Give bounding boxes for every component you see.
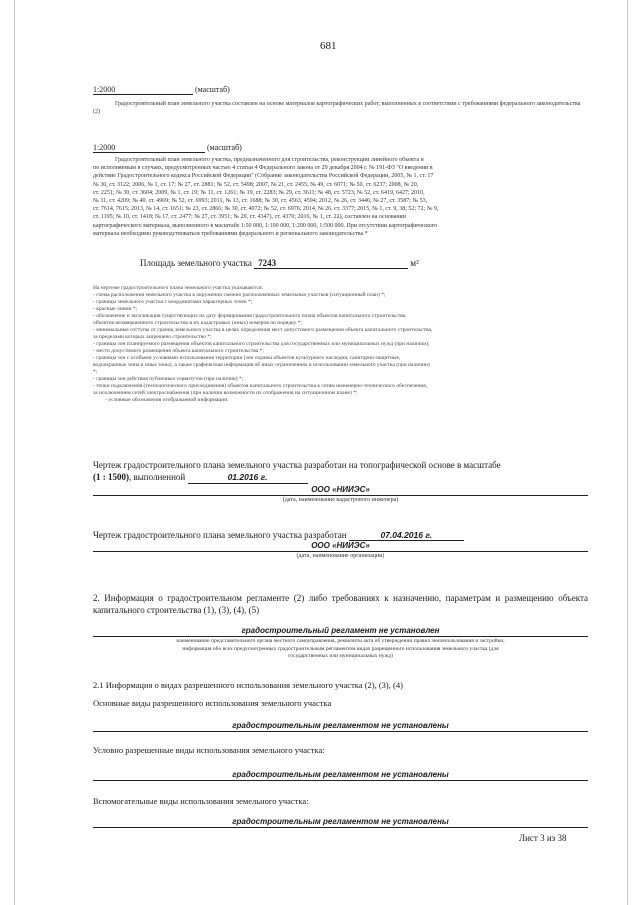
scan-left-border [14,0,15,905]
scale1-label: (масштаб) [195,85,230,94]
scale2-line: картографического материала, выполненного в масштабе 1:50 000, 1:100 000, 1:200 000, 1:500 000. При отсутствии картографического [93,222,438,229]
section2-caption-line: наименование представительного органа местного самоуправления, реквизиты акта об утверждении правил землепользования и застройки, [176,638,505,644]
legend-item: - обозначение и экспликация существующих на дату формирования градостроительного плана объектов капитального строительства, [93,313,407,319]
drawing-org-caption: (дата, наименование кадастрового инженера) [282,497,399,503]
developed-row [93,530,464,541]
developed-date: 07.04.2016 г. [349,530,464,541]
area-unit: м² [410,258,419,268]
legend-list [93,285,593,404]
legend-item: за пределами которых запрещено строительство *; [93,334,212,340]
legend-item: - границы зон планируемого размещения объектов капитального строительства для государственных или муниципальных нужд (при наличии); [93,341,430,347]
legend-item: - минимальные отступы от границ земельного участка в целях определения мест допустимого размещения объекта капитального строительства, [93,327,433,333]
drawing-block [93,459,588,484]
scale2-line: ст. 1195; № 10, ст. 1418; № 17, ст. 2477; № 27, ст. 3951; № 29, ст. 4347), ст. 4370; 2016, № 1, ст. 22), составлен на основании [93,214,406,221]
scale1-text: Градостроительный план земельного участка составлен на основе материалов картографических работ, выполненных в соответствии с требованиями федерального законодательства (2) [93,101,581,116]
scan-right-border [627,0,628,905]
drawing-line2 [93,471,588,484]
legend-item: объектов незавершенного строительства и их кадастровых (иных) номеров по порядку *; [93,320,303,326]
drawing-line1: Чертеж градостроительного плана земельного участка разработан на топографической основе в масштабе [93,460,501,470]
scale2-line: ст. 2251; № 30, ст. 3604; 2009, № 1, ст. 19; № 11, ст. 1261; № 19, ст. 2283; № 29, ст. 3611; № 48, ст. 5723; № 52, ст. 6419, 6427; 2010, [93,189,425,196]
area-row [140,258,419,269]
scale2-line: по исполняемым в случаях, предусмотренных частью 4 статьи 4 Федерального закона от 29 декабря 2004 г. № 191-ФЗ "О введении в [93,165,433,172]
drawing-org: ООО «НИИЭС» [311,485,370,494]
section2-status: градостроительный регламент не установлен [241,626,440,635]
legend-item: - границы зон с особыми условиями использования территории (зон охраны объектов культурного наследия, санитарно-защитные, [93,355,401,361]
scale2-line: № 30, ст. 3122; 2006, № 1, ст. 17; № 27, ст. 2881; № 52, ст. 5498; 2007, № 21, ст. 2455; № 49, ст. 6071; № 50, ст. 6237; 2008, № 20, [93,181,419,188]
legend-item: - условные обозначения отображаемой информации. [105,397,229,403]
section2-caption-line: информация обо всех предусмотренных градостроительным регламентом видах разрешенного использования земельного участка (для [182,645,499,652]
developed-org: ООО «НИИЭС» [311,541,370,550]
scale2-line: Градостроительный план земельного участка, предназначенного для строительства, реконструкции линейного объекта и [115,157,424,163]
legend-item: - границы земельного участка с координатами характерных точек *; [93,299,253,305]
section21-group-line [93,827,588,828]
section21-group-line [93,731,588,732]
section21-group-label: Вспомогательные виды использования земельного участка: [93,796,309,806]
section21-group-label: Основные виды разрешенного использования земельного участка [93,698,332,708]
drawing-scale-mid: , выполненной [129,472,186,482]
section2-caption [93,638,588,661]
developed-text: Чертеж градостроительного плана земельного участка разработан [93,530,347,540]
scale2-line: материала необходимо руководствоваться требованиями федерального и регионального законодательства * [93,230,368,237]
legend-item: - схема расположения земельного участка в окружении смежно расположенных земельных участков (ситуационный план) *; [93,292,386,298]
developed-org-line [93,551,588,552]
scale2-text [93,156,591,238]
developed-org-caption: (дата, наименование организации) [296,553,385,559]
legend-item: *; [93,369,98,375]
legend-item: - место допустимого размещения объекта капитального строительства *; [93,348,264,354]
scale1-row [93,85,230,95]
legend-item: водоохранные зоны и иные зоны), а также графическая информация об иных ограничениях в использовании земельного участка (при наличии) [93,362,430,368]
sheet-footer: Лист 3 из 38 [519,833,567,843]
section2-status-line [93,636,588,637]
page-number: 681 [320,40,337,52]
scale2-line: № 31, ст. 4209; № 40, ст. 4969; № 52, ст. 6993; 2011, № 13, ст. 1688; № 30, ст. 4563, 4594; 2012, № 26, ст. 3446; № 27, ст. 3587; № 53, [93,198,428,205]
legend-item: - границы зон действия публичных сервитутов (при наличии) *; [93,376,244,382]
legend-item: - красные линии *; [93,306,138,312]
scale2-line: действие Градостроительного кодекса Российской Федерации" (Собрание законодательства Российской Федерации, 2005, № 1, ст. 17 [93,173,434,180]
area-value: 7243 [254,258,408,269]
scale2-line: ст. 7614, 7615; 2013, № 14, ст. 1651; № 23, ст. 2866; № 30, ст. 4072; № 52, ст. 6976; 2014, № 26, ст. 3377; 2015, № 1, ст. 9, 38; 52; 72; № 9, [93,206,439,213]
area-label: Площадь земельного участка [140,258,252,268]
section21-group-line [93,780,588,781]
scale1-ratio: 1:2000 [93,85,193,95]
drawing-org-line [93,495,588,496]
section21-group-value: градостроительным регламентом не установлены [232,721,449,730]
section2-title: 2. Информация о градостроительном регламенте (2) либо требованиях к назначению, параметрам и размещению объекта капитального строительства (1), (3), (4), (5) [93,593,588,615]
scale2-label: (масштаб) [207,143,242,152]
legend-item: за исключением сетей электроснабжения (при наличии возможности их отображения на ситуационном плане) *; [93,390,358,396]
scale2-ratio: 1:2000 [93,143,205,153]
section21-group-label: Условно разрешенные виды использования земельного участка: [93,745,325,755]
legend-item: На чертеже градостроительного плана земельного участка указываются: [93,285,264,291]
section21-title: 2.1 Информация о видах разрешенного использования земельного участка (2), (3), (4) [93,680,403,690]
section2-caption-line: государственных или муниципальных нужд) [288,653,393,659]
drawing-date: 01.2016 г. [188,471,308,484]
scale2-row [93,143,242,153]
drawing-scale: (1 : 1500) [93,472,129,482]
legend-item: - точки подключения (технологического присоединения) объектов капитального строительства к сетям инженерно-технического обеспечения, [93,383,428,389]
section21-group-value: градостроительным регламентом не установлены [232,817,449,826]
section21-group-value: градостроительным регламентом не установлены [232,770,449,779]
